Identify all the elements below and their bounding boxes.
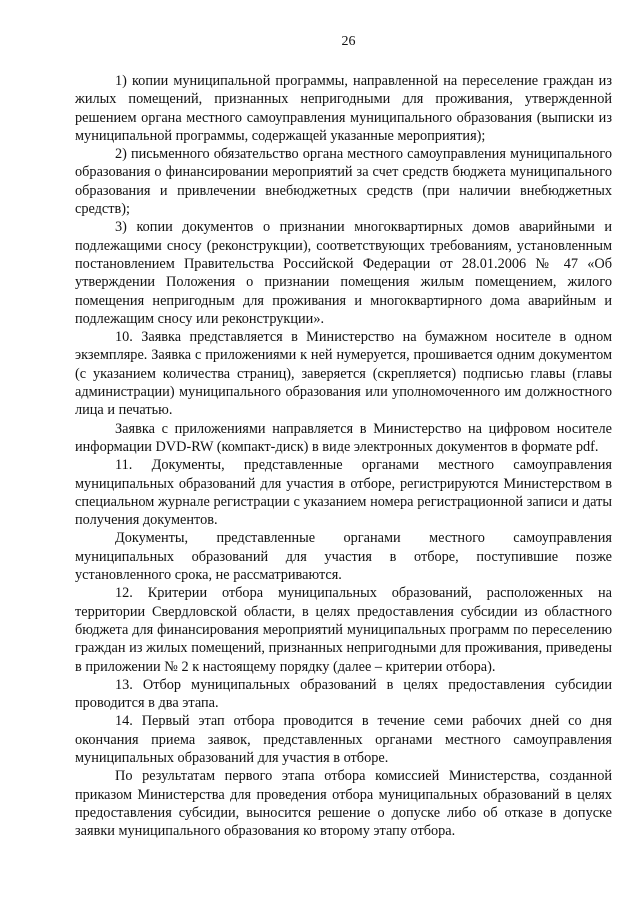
paragraph-item-3-emergency-houses-documents: 3) копии документов о признании многоквартирных домов аварийными и подлежащими сносу (реконструкции), соответствующих требованиям, установленным постановлением Правительства Российской Федерации от 28.01.2006 № 47 «Об утверждении Положения о признании помещения жилым помещением, жилого помещения непригодным для проживания и многоквартирного дома аварийным и подлежащим сносу или реконструкции». (75, 219, 612, 327)
paragraph-first-stage-results: По результатам первого этапа отбора комиссией Министерства, созданной приказом Министерства для проведения отбора муниципальных образований в целях предоставления субсидии, выносится решение о допуске либо об отказе в допуске заявки муниципального образования ко второму этапу отбора. (75, 768, 612, 840)
paragraph-clause-10-application-submission: 10. Заявка представляется в Министерство на бумажном носителе в одном экземпляре. Заявка с приложениями к ней нумеруется, прошивается одним документом (с указанием количества страниц), заверяется (скрепляется) подписью главы (главы администрации) муниципального образования или уполномоченного им должностного лица и печатью. (75, 329, 612, 419)
paragraph-clause-13-two-stages: 13. Отбор муниципальных образований в целях предоставления субсидии проводится в два этапа. (75, 676, 612, 712)
page-number: 26 (341, 34, 356, 49)
paragraph-clause-11-registration: 11. Документы, представленные органами местного самоуправления муниципальных образований для участия в отборе, регистрируются Министерством в специальном журнале регистрации с указанием номера регистрационной записи и даты получения документов. (75, 457, 612, 529)
document-body (75, 72, 612, 840)
paragraph-late-documents: Документы, представленные органами местного самоуправления муниципальных образований для участия в отборе, поступившие позже установленного срока, не рассматриваются. (75, 530, 612, 584)
paragraph-item-1-municipal-program-copies: 1) копии муниципальной программы, направленной на переселение граждан из жилых помещений, признанных непригодными для проживания, утвержденной решением органа местного самоуправления муниципального образования (выписки из муниципальной программы, содержащей указанные мероприятия); (75, 73, 612, 144)
paragraph-clause-12-selection-criteria: 12. Критерии отбора муниципальных образований, расположенных на территории Свердловской области, в целях предоставления субсидии из областного бюджета для финансирования мероприятий муниципальных программ по переселению граждан из жилых помещений, признанных непригодными для проживания, приведены в приложении № 2 к настоящему порядку (далее – критерии отбора). (75, 585, 612, 675)
paragraph-clause-14-first-stage: 14. Первый этап отбора проводится в течение семи рабочих дней со дня окончания приема заявок, представленных органами местного самоуправления муниципальных образований для участия в отборе. (75, 713, 612, 766)
paragraph-item-2-written-obligation: 2) письменного обязательство органа местного самоуправления муниципального образования о финансировании мероприятий за счет средств бюджета муниципального образования и привлечении внебюджетных средств (при наличии внебюджетных средств); (75, 146, 612, 218)
paragraph-digital-copy: Заявка с приложениями направляется в Министерство на цифровом носителе информации DVD-RW (компакт-диск) в виде электронных документов в формате pdf. (75, 420, 612, 455)
